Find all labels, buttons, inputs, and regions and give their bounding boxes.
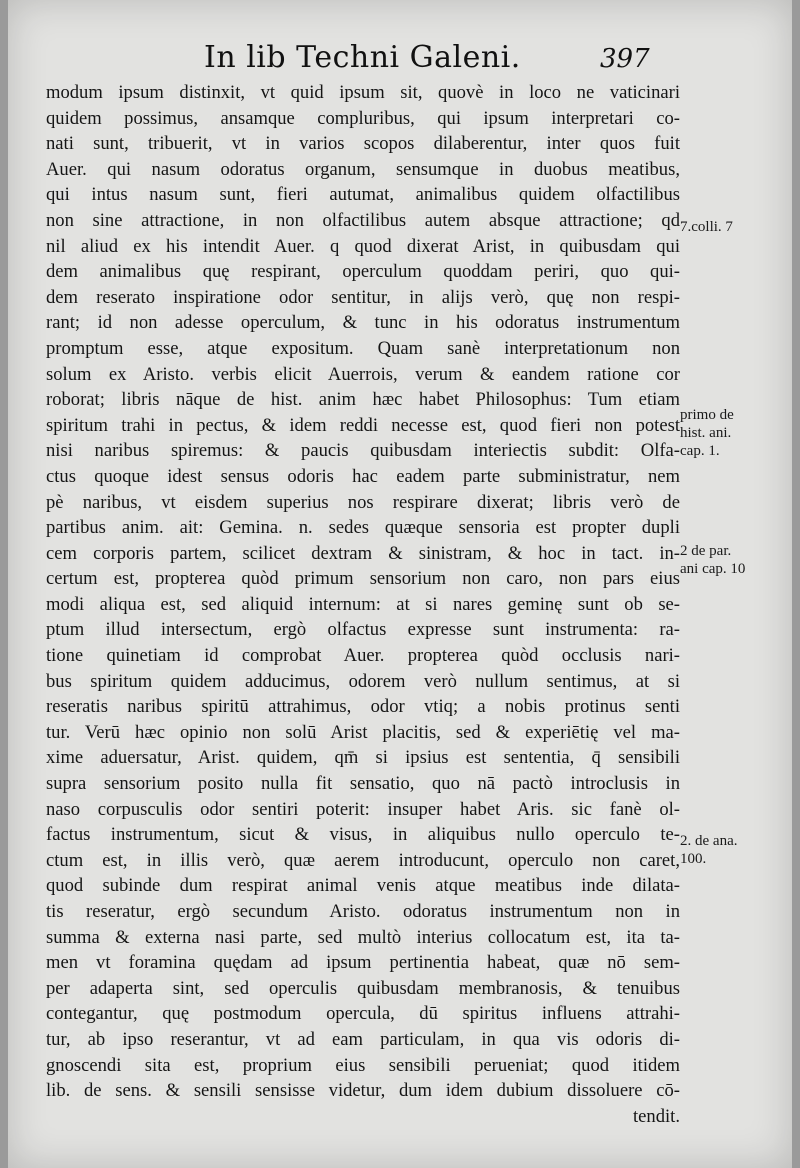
text-line: tur. Verū hæc opinio non solū Arist placitis, sed & experiētię vel ma- <box>46 721 680 743</box>
text-line: nil aliud ex his intendit Auer. q quod dixerat Arist, in quibusdam qui <box>46 235 680 257</box>
margin-note-line: primo de <box>680 407 734 423</box>
margin-note-line: 7.colli. 7 <box>680 219 733 235</box>
margin-note-line: 100. <box>680 851 707 867</box>
margin-note-de-ana <box>680 832 792 868</box>
text-line: nisi naribus spiremus: & paucis quibusdam interiectis subdit: Olfa- <box>46 440 680 462</box>
text-line: ptum illud intersectum, ergò olfactus expresse sunt instrumenta: ra- <box>46 619 680 641</box>
text-line: bus spiritum quidem adducimus, odorem verò nullum sentimus, at si <box>46 670 680 692</box>
text-line: contegantur, quę postmodum opercula, dū spiritus influens attrahi- <box>46 1003 680 1025</box>
text-line: tur, ab ipso reserantur, vt ad eam particulam, in qua vis odoris di- <box>46 1028 680 1050</box>
text-line: supra sensorium posito nulla fit sensatio, quo nā pactò introclusis in <box>46 773 680 795</box>
text-line: Auer. qui nasum odoratus organum, sensumque in duobus meatibus, <box>46 158 680 180</box>
text-line: solum ex Aristo. verbis elicit Auerrois, verum & eandem ratione cor <box>46 363 680 385</box>
page-number: 397 <box>600 44 650 74</box>
text-line: lib. de sens. & sensili sensisse videtur, dum idem dubium dissoluere cō- <box>46 1080 680 1102</box>
margin-note-line: hist. ani. <box>680 425 732 441</box>
text-line: promptum esse, atque expositum. Quam sanè interpretationum non <box>46 337 680 359</box>
text-line: nati sunt, tribuerit, vt in varios scopos dilaberentur, inter quos fuit <box>46 133 680 155</box>
text-line: spiritum trahi in pectus, & idem reddi necesse est, quod fieri non potest <box>46 414 680 436</box>
text-line: non sine attractione, in non olfactilibus autem absque attractione; qd <box>46 209 680 231</box>
text-line: tendit. <box>633 1105 680 1127</box>
text-line: modum ipsum distinxit, vt quid ipsum sit, quovè in loco ne vaticinari <box>46 82 680 103</box>
text-line: quod subinde dum respirat animal venis atque meatibus inde dilata- <box>46 875 680 897</box>
margin-note-colli <box>680 218 792 236</box>
text-line: factus instrumentum, sicut & visus, in aliquibus nullo operculo te- <box>46 824 680 846</box>
main-text-column <box>46 80 680 1129</box>
text-line: qui intus nasum sunt, fieri autumat, animalibus quidem olfactilibus <box>46 184 680 206</box>
running-head: In lib Techni Galeni. <box>204 40 521 75</box>
text-line: per adaperta sint, sed operculis quibusdam membranosis, & tenuibus <box>46 977 680 999</box>
margin-note-hist-anim <box>680 406 792 460</box>
text-line: certum est, propterea quòd primum sensorium non caro, non pars eius <box>46 568 680 590</box>
text-line: ctum est, in illis verò, quæ aerem introducunt, operculo non caret, <box>46 849 680 871</box>
margin-note-line: 2 de par. <box>680 543 732 559</box>
text-line: partibus anim. ait: Gemina. n. sedes quæque sensoria est propter dupli <box>46 517 680 539</box>
text-line: gnoscendi sita est, proprium eius sensibili perueniat; quod itidem <box>46 1054 680 1076</box>
text-line: reseratis naribus spiritū attrahimus, odor vtiq; a nobis protinus senti <box>46 696 680 718</box>
margin-note-line: 2. de ana. <box>680 833 738 849</box>
text-line: dem animalibus quę respirant, operculum quoddam periri, quo qui- <box>46 261 680 283</box>
text-line: xime aduersatur, Arist. quidem, qm̄ si ipsius est sententia, q̄ sensibili <box>46 747 680 769</box>
text-line: summa & externa nasi parte, sed multò interius collocatum est, ita ta- <box>46 926 680 948</box>
margin-note-line: cap. 1. <box>680 443 720 459</box>
margin-note-line: ani cap. 10 <box>680 561 746 577</box>
text-line: naso corpusculis odor sentiri poterit: insuper habet Aris. sic fanè ol- <box>46 798 680 820</box>
text-line: modi aliqua est, sed aliquid internum: at si nares geminę sunt ob se- <box>46 593 680 615</box>
text-line: pè naribus, vt eisdem superius nos respirare dixerat; libris verò de <box>46 491 680 513</box>
text-line: quidem possimus, ansamque compluribus, qui ipsum interpretari co- <box>46 107 680 129</box>
text-line: tione quinetiam id comprobat Auer. propterea quòd occlusis nari- <box>46 645 680 667</box>
page-header <box>8 40 792 80</box>
text-line: ctus quoque idest sensus odoris hac eadem parte subministratur, nem <box>46 465 680 487</box>
text-line: men vt foramina quędam ad ipsum pertinentia habeat, quæ nō sem- <box>46 952 680 974</box>
margin-note-part-anim <box>680 542 792 578</box>
text-line: roborat; libris nāque de hist. anim hæc habet Philosophus: Tum etiam <box>46 389 680 411</box>
text-line: dem reserato inspiratione odor sentitur, in alijs verò, quę non respi- <box>46 286 680 308</box>
book-page <box>8 0 792 1168</box>
text-line: cem corporis partem, scilicet dextram & sinistram, & hoc in tact. in- <box>46 542 680 564</box>
text-line: tis reseratur, ergò secundum Aristo. odoratus instrumentum non in <box>46 901 680 922</box>
text-line: rant; id non adesse operculum, & tunc in his odoratus instrumentum <box>46 312 680 334</box>
